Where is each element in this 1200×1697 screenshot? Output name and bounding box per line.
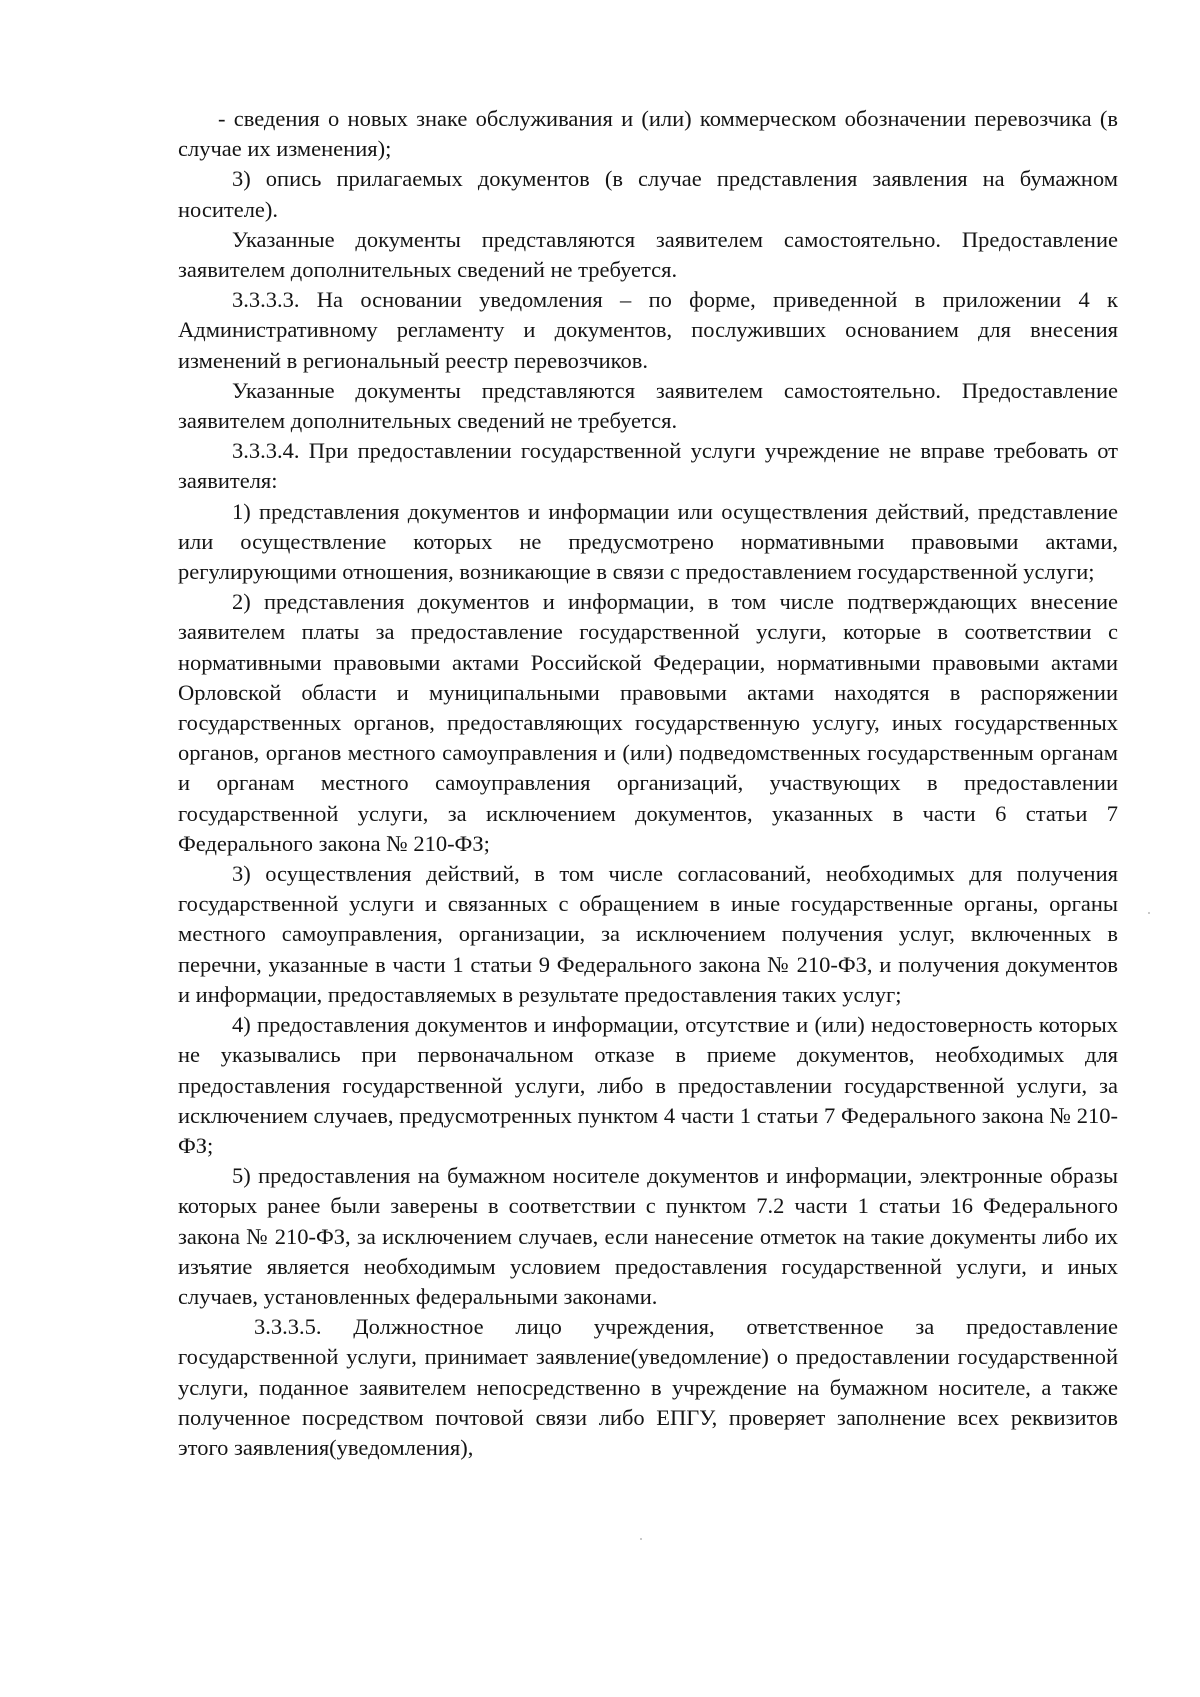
paragraph-7: 1) представления документов и информации или осуществления действий, представление или осуществление которых не предусмотрено нормативными правовыми актами, регулирующими отношения, возникающие в связи с предоставлением государственной услуги; — [178, 498, 1118, 585]
paragraph-3: Указанные документы представляются заявителем самостоятельно. Предоставление заявителем дополнительных сведений не требуется. — [178, 226, 1118, 283]
paragraph-10: 4) предоставления документов и информации, отсутствие и (или) недостоверность которых не указывались при первоначальном отказе в приеме документов, необходимых для предоставления государственной услуги, либо в предоставлении государственной услуги, за исключением случаев, предусмотренных пунктом 4 части 1 статьи 7 Федерального закона № 210-ФЗ; — [178, 1012, 1118, 1158]
paragraph-11: 5) предоставления на бумажном носителе документов и информации, электронные образы которых ранее были заверены в соответствии с пунктом 7.2 части 1 статьи 16 Федерального закона № 210-ФЗ, за исключением случаев, если нанесение отметок на такие документы либо их изъятие является необходимым условием предоставления государственной услуги, и иных случаев, установленных федеральными законами. — [178, 1163, 1118, 1309]
paragraph-8: 2) представления документов и информации, в том числе подтверждающих внесение заявителем платы за предоставление государственной услуги, которые в соответствии с нормативными правовыми актами Российской Федерации, нормативными правовыми актами Орловской области и муниципальными правовыми актами находятся в распоряжении государственных органов, предоставляющих государственную услугу, иных государственных органов, органов местного самоуправления и (или) подведомственных государственным органам и органам местного самоуправления организаций, участвующих в предоставлении государственной услуги, за исключением документов, указанных в части 6 статьи 7 Федерального закона № 210-ФЗ; — [178, 589, 1118, 856]
paragraph-12: 3.3.3.5. Должностное лицо учреждения, ответственное за предоставление государственной услуги, принимает заявление(уведомление) о предоставлении государственной услуги, поданное заявителем непосредственно в учреждение на бумажном носителе, а также полученное посредством почтовой связи либо ЕПГУ, проверяет заполнение всех реквизитов этого заявления(уведомления), — [178, 1314, 1118, 1460]
paragraph-9: 3) осуществления действий, в том числе согласований, необходимых для получения государственной услуги и связанных с обращением в иные государственные органы, органы местного самоуправления, организации, за исключением получения услуг, включенных в перечни, указанные в части 1 статьи 9 Федерального закона № 210-ФЗ, и получения документов и информации, предоставляемых в результате предоставления таких услуг; — [178, 861, 1118, 1007]
paragraph-6: 3.3.3.4. При предоставлении государственной услуги учреждение не вправе требовать от заявителя: — [178, 438, 1118, 494]
paragraph-1: - сведения о новых знаке обслуживания и (или) коммерческом обозначении перевозчика (в случае их изменения); — [178, 106, 1118, 162]
scan-speck — [1148, 912, 1150, 914]
paragraph-4: 3.3.3.3. На основании уведомления – по форме, приведенной в приложении 4 к Административному регламенту и документов, послуживших основанием для внесения изменений в региональный реестр перевозчиков. — [178, 287, 1118, 373]
scan-speck — [640, 1538, 642, 1540]
document-page — [178, 104, 1118, 1463]
paragraph-5: Указанные документы представляются заявителем самостоятельно. Предоставление заявителем дополнительных сведений не требуется. — [178, 377, 1118, 434]
paragraph-2: 3) опись прилагаемых документов (в случае представления заявления на бумажном носителе). — [178, 166, 1118, 222]
